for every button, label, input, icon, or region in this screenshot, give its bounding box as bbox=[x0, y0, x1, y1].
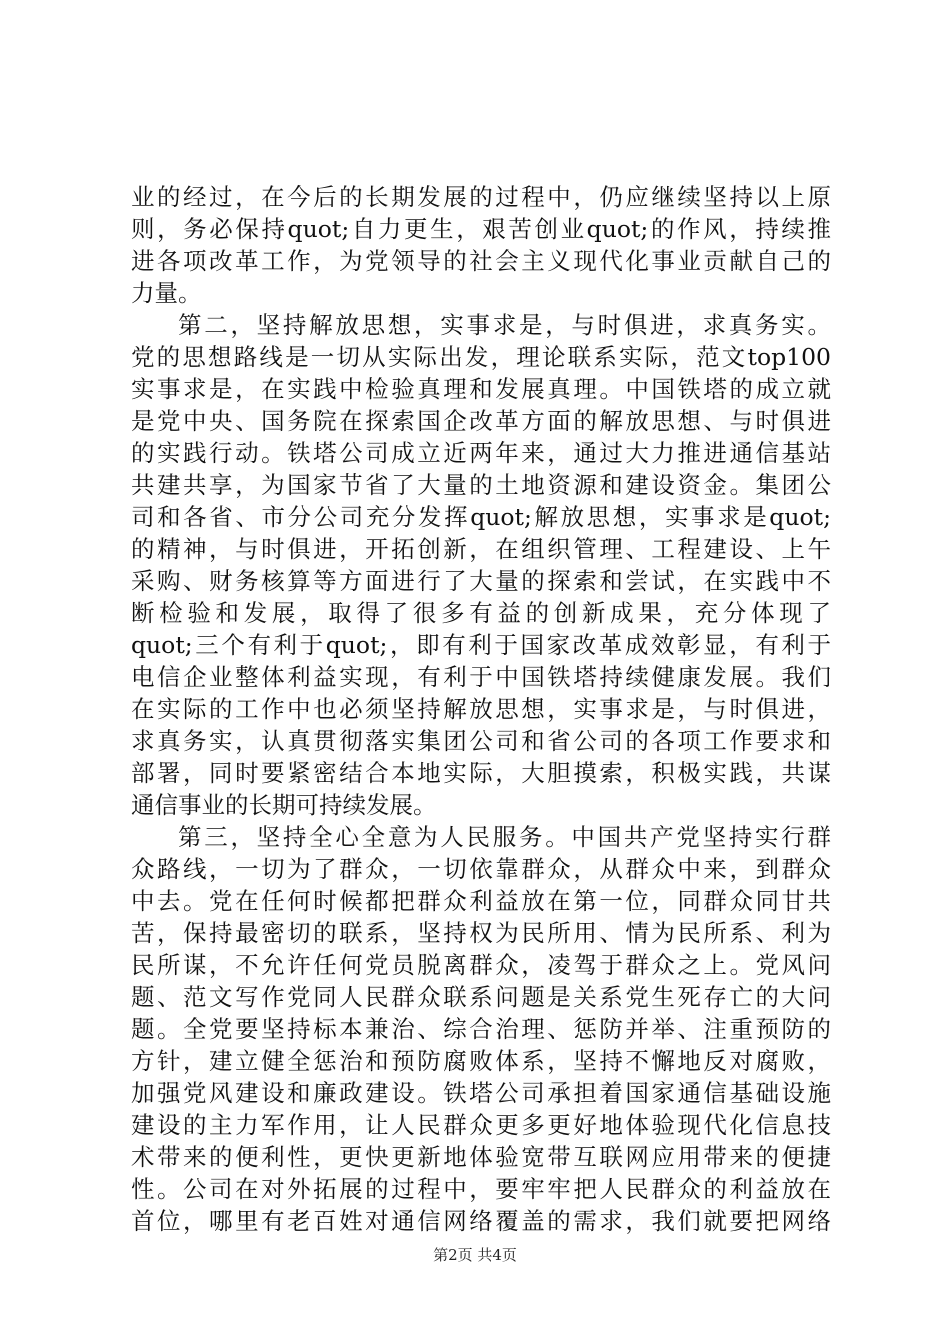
text-line: 的精神，与时俱进，开拓创新，在组织管理、工程建设、上午 bbox=[131, 535, 831, 563]
text-line: 题。全党要坚持标本兼治、综合治理、惩防并举、注重预防的 bbox=[131, 1015, 831, 1043]
text-line: 通信事业的长期可持续发展。 bbox=[131, 791, 437, 819]
paragraph-heading-line: 第三，坚持全心全意为人民服务。中国共产党坚持实行群 bbox=[178, 823, 831, 851]
text-line: 众路线，一切为了群众，一切依靠群众，从群众中来，到群众 bbox=[131, 855, 831, 883]
text-line: quot;三个有利于quot;，即有利于国家改革成效彰显，有利于 bbox=[131, 631, 831, 659]
text-line: 党的思想路线是一切从实际出发，理论联系实际，范文top100 bbox=[131, 343, 831, 371]
text-line: 加强党风建设和廉政建设。铁塔公司承担着国家通信基础设施 bbox=[131, 1079, 831, 1107]
text-line: 力量。 bbox=[131, 279, 202, 307]
text-line: 进各项改革工作，为党领导的社会主义现代化事业贡献自己的 bbox=[131, 247, 831, 275]
text-line: 首位，哪里有老百姓对通信网络覆盖的需求，我们就要把网络 bbox=[131, 1207, 831, 1235]
text-line: 建设的主力军作用，让人民群众更多更好地体验现代化信息技 bbox=[131, 1111, 831, 1139]
text-line: 的实践行动。铁塔公司成立近两年来，通过大力推进通信基站 bbox=[131, 439, 831, 467]
text-line: 求真务实，认真贯彻落实集团公司和省公司的各项工作要求和 bbox=[131, 727, 831, 755]
text-line: 则，务必保持quot;自力更生，艰苦创业quot;的作风，持续推 bbox=[131, 215, 831, 243]
text-line: 术带来的便利性，更快更新地体验宽带互联网应用带来的便捷 bbox=[131, 1143, 831, 1171]
text-line: 在实际的工作中也必须坚持解放思想，实事求是，与时俱进， bbox=[131, 695, 831, 723]
text-line: 共建共享，为国家节省了大量的土地资源和建设资金。集团公 bbox=[131, 471, 831, 499]
text-line: 中去。党在任何时候都把群众利益放在第一位，同群众同甘共 bbox=[131, 887, 831, 915]
text-line: 部署，同时要紧密结合本地实际，大胆摸索，积极实践，共谋 bbox=[131, 759, 831, 787]
paragraph-heading-line: 第二，坚持解放思想，实事求是，与时俱进，求真务实。 bbox=[178, 311, 831, 339]
text-line: 业的经过，在今后的长期发展的过程中，仍应继续坚持以上原 bbox=[131, 183, 831, 211]
text-line: 题、范文写作党同人民群众联系问题是关系党生死存亡的大问 bbox=[131, 983, 831, 1011]
text-line: 采购、财务核算等方面进行了大量的探索和尝试，在实践中不 bbox=[131, 567, 831, 595]
text-line: 是党中央、国务院在探索国企改革方面的解放思想、与时俱进 bbox=[131, 407, 831, 435]
text-line: 司和各省、市分公司充分发挥quot;解放思想，实事求是quot; bbox=[131, 503, 831, 531]
text-line: 方针，建立健全惩治和预防腐败体系，坚持不懈地反对腐败， bbox=[131, 1047, 831, 1075]
text-line: 性。公司在对外拓展的过程中，要牢牢把人民群众的利益放在 bbox=[131, 1175, 831, 1203]
text-line: 断检验和发展，取得了很多有益的创新成果，充分体现了 bbox=[131, 599, 831, 627]
text-line: 民所谋，不允许任何党员脱离群众，凌驾于群众之上。党风问 bbox=[131, 951, 831, 979]
text-line: 电信企业整体利益实现，有利于中国铁塔持续健康发展。我们 bbox=[131, 663, 831, 691]
page-number-footer: 第2页 共4页 bbox=[433, 1246, 517, 1264]
text-line: 苦，保持最密切的联系，坚持权为民所用、情为民所系、利为 bbox=[131, 919, 831, 947]
text-line: 实事求是，在实践中检验真理和发展真理。中国铁塔的成立就 bbox=[131, 375, 831, 403]
